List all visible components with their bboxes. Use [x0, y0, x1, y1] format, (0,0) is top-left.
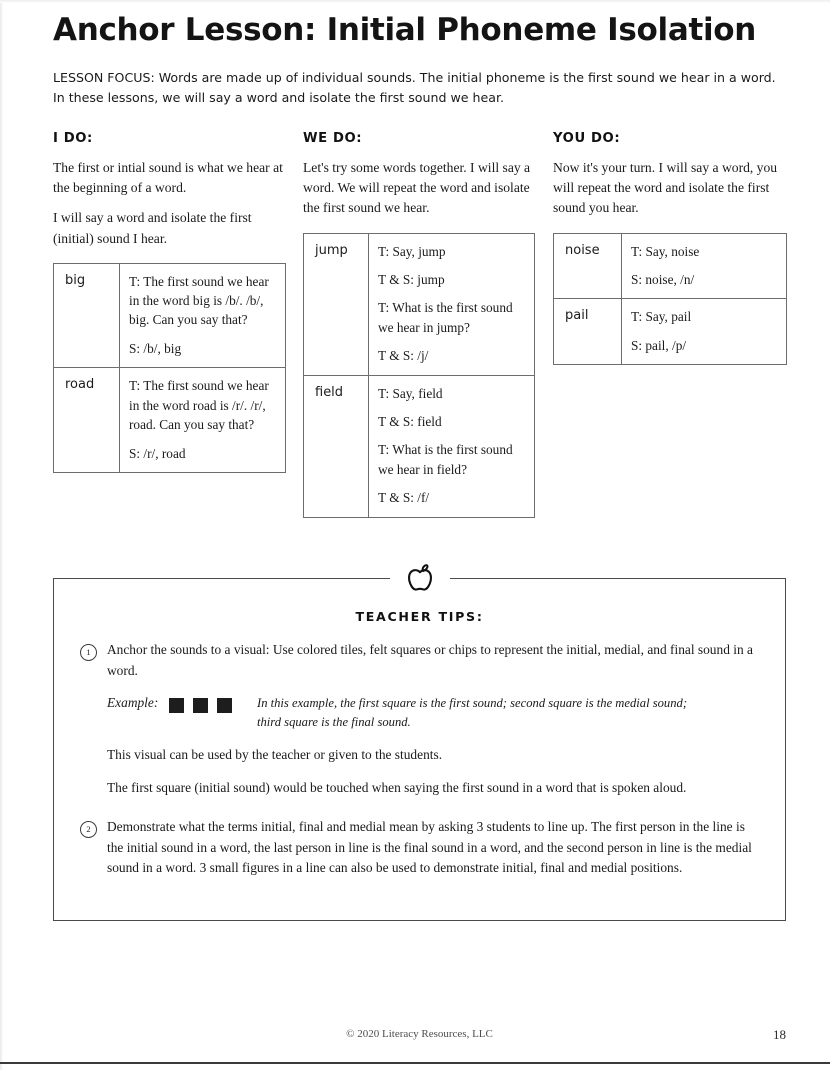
script-line: T: Say, field [378, 385, 443, 401]
script-line: S: /r/, road [129, 445, 186, 461]
column-paragraph: The first or intial sound is what we hear at the beginning of a word. [53, 160, 283, 196]
page-footer [53, 1028, 786, 1044]
script-line: S: /b/, big [129, 340, 182, 356]
column-paragraph: Let's try some words together. I will say a word. We will repeat the word and isolate the first sound we hear. [303, 160, 531, 216]
column-paragraph: I will say a word and isolate the first (initial) sound I hear. [53, 210, 252, 246]
tip-paragraph: The first square (initial sound) would be touched when saying the first sound in a word that is spoken aloud. [107, 779, 687, 795]
square-medial [193, 698, 208, 713]
script-line: T: The first sound we hear in the word big is /b/. /b/, big. Can you say that? [129, 273, 269, 328]
script-cell [369, 375, 535, 517]
column-heading-we-do: WE DO: [303, 131, 363, 147]
apple-icon [390, 558, 450, 600]
table-row [54, 263, 286, 368]
teacher-tips-box [53, 578, 786, 921]
table-row [304, 233, 535, 375]
teacher-tip-2 [80, 817, 759, 880]
page-number: 18 [773, 1027, 786, 1042]
copyright-text: © 2020 Literacy Resources, LLC [346, 1028, 493, 1040]
script-cell [120, 263, 286, 368]
script-cell [622, 233, 787, 299]
script-line: T & S: /f/ [378, 490, 430, 506]
script-cell [120, 368, 286, 473]
word-label: big [54, 263, 120, 368]
script-line: T: Say, jump [378, 243, 446, 259]
table-row [304, 375, 535, 517]
script-line: S: pail, /p/ [631, 337, 687, 353]
page-content [53, 0, 786, 518]
column-you-do [553, 131, 786, 517]
page-edge-left [0, 0, 3, 1070]
example-squares [169, 694, 257, 713]
tip-paragraph: Demonstrate what the terms initial, final and medial mean by asking 3 students to line up. The first person in the line is the initial sound in a word, the last person in line is the final sound in a word, and the second person in line is the medial sound in a word. 3 small figures in a line can also be used to demonstrate initial, final and medial positions. [107, 818, 752, 876]
word-label: jump [304, 233, 369, 375]
column-we-do [303, 131, 536, 517]
page-title: Anchor Lesson: Initial Phoneme Isolation [53, 12, 757, 48]
word-label: noise [554, 233, 622, 299]
word-label: road [54, 368, 120, 473]
tip-paragraph: This visual can be used by the teacher or given to the students. [107, 746, 443, 762]
tip-paragraph: Anchor the sounds to a visual: Use colored tiles, felt squares or chips to represent the initial, medial, and final sound in a word. [107, 642, 753, 678]
table-row [554, 299, 787, 365]
script-cell [622, 299, 787, 365]
script-line: T: Say, pail [631, 309, 692, 325]
script-line: T & S: jump [378, 271, 445, 287]
tip-number-badge: 2 [80, 821, 97, 838]
tip-content [107, 640, 759, 799]
column-paragraph: Now it's your turn. I will say a word, you will repeat the word and isolate the first sound you hear. [553, 160, 778, 216]
script-line: T: Say, noise [631, 243, 700, 259]
bottom-rule [0, 1062, 830, 1064]
script-line: T: The first sound we hear in the word road is /r/. /r/, road. Can you say that? [129, 378, 269, 433]
teacher-tip-1 [80, 640, 759, 799]
table-row [54, 368, 286, 473]
script-table-we-do [303, 233, 535, 518]
square-final [217, 698, 232, 713]
lesson-focus-text: LESSON FOCUS: Words are made up of individual sounds. The initial phoneme is the first sound we hear in a word. In these lessons, we will say a word and isolate the first sound we hear. [53, 70, 776, 105]
square-initial [169, 698, 184, 713]
tip-number-badge: 1 [80, 644, 97, 661]
example-note: In this example, the first square is the first sound; second square is the medial sound; third square is the final sound. [257, 695, 688, 730]
lesson-columns [53, 131, 788, 517]
teacher-tips-section [53, 578, 786, 921]
script-line: S: noise, /n/ [631, 271, 695, 287]
teacher-tips-title: TEACHER TIPS: [355, 609, 484, 624]
script-line: T & S: /j/ [378, 348, 429, 364]
column-heading-you-do: YOU DO: [553, 131, 621, 147]
column-heading-i-do: I DO: [53, 131, 93, 147]
word-label: pail [554, 299, 622, 365]
example-row [107, 694, 759, 733]
table-row [554, 233, 787, 299]
script-line: T: What is the first sound we hear in field? [378, 442, 513, 477]
word-label: field [304, 375, 369, 517]
tip-content [107, 817, 759, 880]
script-table-you-do [553, 233, 787, 366]
script-line: T: What is the first sound we hear in jump? [378, 300, 513, 335]
script-table-i-do [53, 263, 286, 473]
example-label: Example: [107, 694, 159, 710]
script-line: T & S: field [378, 413, 442, 429]
script-cell [369, 233, 535, 375]
column-i-do [53, 131, 286, 517]
